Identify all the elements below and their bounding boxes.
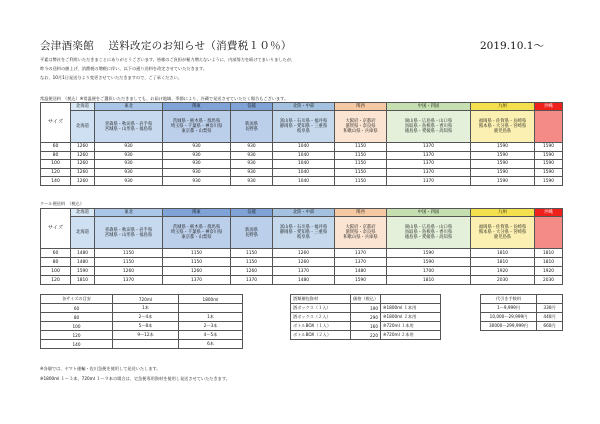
region-prefectures-kyu [471,111,535,143]
rate-cell: 1260 [273,249,335,258]
table-cell: 60 [41,304,113,313]
table-cell: 140 [41,340,113,349]
table-cell: 2～4本 [113,313,179,322]
rate-cell: 1370 [231,276,273,285]
rate-cell: 1260 [163,267,231,276]
prefecture-line: 宮城県・山形県・福島県 [104,126,153,132]
rate-row [41,151,563,160]
table-row [481,313,563,322]
rate-cell: 930 [231,168,273,177]
region-name-kns: 関西 [335,209,387,217]
prefecture-line: 北海道 [76,124,89,129]
table-header-cell: 720ml [113,295,179,304]
region-prefectures-kyu [471,217,535,249]
prefecture-line: 岡山県・広島県・山口県 [404,225,453,230]
prefecture-line: 長野県 [245,126,258,132]
table-header-cell: 価格（税込） [351,295,381,304]
table-cell: 660円 [537,322,563,331]
rate-cell: 930 [231,177,273,186]
size-cell: 100 [41,267,71,276]
prefecture-line: 静岡県・愛知県・三重県 [279,124,328,129]
rate-cell: 1370 [163,276,231,285]
prefecture-line: 徳島県・愛媛県・高知県 [404,235,453,240]
rate-cell: 1370 [387,160,471,169]
size-cell: 60 [41,249,71,258]
size-guide-table [40,294,243,349]
region-prefectures-hok [71,111,95,143]
region-name-kyu: 九州 [471,103,535,111]
region-prefectures-kan [163,217,231,249]
prefecture-line: 鳥取県・島根県・香川県 [404,124,453,129]
rate-row [41,276,563,285]
rate-cell: 1810 [71,276,95,285]
table-row [291,313,441,322]
rate-cell: 1370 [387,177,471,186]
rate-cell: 1260 [71,143,95,152]
table-cell: 10,000～29,999円 [481,313,537,322]
company-name: 会津酒楽館 [40,40,94,52]
rate-cell: 930 [163,160,231,169]
prefecture-line: 福岡県・佐賀県・長崎県 [478,119,527,124]
rate-cell: 930 [95,168,163,177]
rate-cell: 1480 [273,276,335,285]
cool-rate-table [40,208,563,285]
rate-cell: 1260 [71,177,95,186]
rate-cell: 1700 [387,267,471,276]
prefecture-line: 岐阜県 [297,129,310,134]
prefecture-line: 富山県・石川県・福井県 [279,119,328,124]
region-name-kan: 関東 [163,209,231,217]
region-header-row [41,103,563,111]
rate-cell: 930 [231,151,273,160]
rate-cell: 1260 [273,258,335,267]
region-prefectures-hku [273,111,335,143]
region-prefectures-oki [535,217,563,249]
prefecture-line: 長野県 [245,232,258,238]
prefecture-line: 大阪府・京都府 [345,119,376,124]
region-name-toh: 東北 [95,103,163,111]
prefecture-line: 熊本県・大分県・宮崎県 [478,124,527,129]
table-cell: 120 [41,331,113,340]
table-cell: 酒ボックス（１入） [291,304,351,313]
rate-row [41,258,563,267]
intro-line: なお、10月1日発送分より変更させていただきますので、ご了承ください。 [40,74,182,80]
table-header-row [291,295,441,304]
table-cell: 酒ボックス（２入） [291,313,351,322]
prefecture-line: 茨城県・栃木県・群馬県 [172,119,221,124]
rate-cell: 930 [95,177,163,186]
rate-cell: 1370 [387,143,471,152]
packaging-materials-table [290,294,441,340]
rate-cell: 1590 [387,258,471,267]
rate-cell: 1150 [335,143,387,152]
rate-row [41,143,563,152]
intro-line: 昨今の送料の値上げ、消費税の増税に伴い、以下の通り送料を改定させていただきます。 [40,65,208,71]
table-cell: ボトルBOX（２入） [291,331,351,340]
rate-cell: 930 [163,168,231,177]
rate-cell: 1370 [335,258,387,267]
table-cell: 160 [351,322,381,331]
prefecture-line: 和歌山県・兵庫県 [343,235,378,240]
notice-heading: 送料改定のお知らせ（消費税１０％） [108,40,292,52]
prefecture-line: 熊本県・大分県・宮崎県 [478,230,527,235]
intro-line: 平素は弊社をご利用いただきまことにありがとうございます。皆様のご負担が極力増えないように、内部努力を続けてまいりましたが、 [40,57,296,62]
rate-cell: 1040 [273,143,335,152]
normal-rate-caption: 常温便送料 （税込）※常温便をご選択いただきましても、お届け地域、季節により、冷蔵で発送させていただく場合もございます。 [40,96,289,101]
table-header-cell: 1800ml [179,295,243,304]
prefecture-line: 滋賀県・奈良県 [345,230,376,235]
region-prefectures-hku [273,217,335,249]
prefecture-line: 埼玉県・千葉県・神奈川県 [170,230,223,235]
size-column-header: サイズ [41,209,71,249]
prefecture-row [41,217,563,249]
table-row [41,304,243,313]
prefecture-line: 東京都・山梨県 [181,235,212,240]
rate-cell: 1150 [95,249,163,258]
rate-cell: 1810 [387,276,471,285]
rate-cell: 1810 [535,258,563,267]
rate-cell: 1370 [387,151,471,160]
region-name-chu: 中国・四国 [387,103,471,111]
notice-title [40,38,292,53]
rate-cell: 1150 [335,151,387,160]
rate-cell: 1040 [273,160,335,169]
rate-cell: 2030 [471,276,535,285]
rate-cell: 1150 [335,168,387,177]
rate-cell: 1150 [95,258,163,267]
table-cell: 30000～299,999円 [481,322,537,331]
rate-cell: 930 [163,143,231,152]
rate-cell: 1150 [163,258,231,267]
table-cell: 440円 [537,313,563,322]
table-cell [113,340,179,349]
table-row [41,313,243,322]
table-row [291,331,441,340]
rate-cell: 1810 [471,249,535,258]
region-name-oki: 沖縄 [535,209,563,217]
table-header-cell [537,295,563,304]
rate-row [41,177,563,186]
rate-cell: 1590 [535,160,563,169]
region-prefectures-shi [231,217,273,249]
rate-cell: 1040 [273,151,335,160]
prefecture-line: 滋賀県・奈良県 [345,124,376,129]
rate-cell: 1040 [273,168,335,177]
footer-note: ※1800ml １～３本、720ml １～９本の場合は、宅急便専用資材を使用し発送させていただきます。 [40,376,230,381]
region-name-kyu: 九州 [471,209,535,217]
rate-cell: 1150 [335,160,387,169]
rate-row [41,168,563,177]
table-cell: 220 [351,331,381,340]
rate-cell: 930 [231,143,273,152]
table-cell: 80 [41,313,113,322]
rate-cell: 1590 [335,276,387,285]
table-header-row [41,295,243,304]
prefecture-line: 宮城県・山形県・福島県 [104,232,153,238]
rate-cell: 1370 [387,168,471,177]
rate-cell: 1590 [535,168,563,177]
rate-cell: 1480 [71,249,95,258]
region-name-kns: 関西 [335,103,387,111]
rate-cell: 1810 [471,258,535,267]
prefecture-line: 新潟県 [245,121,258,127]
rate-cell: 930 [95,143,163,152]
rate-cell: 1370 [335,249,387,258]
table-cell: 6本 [179,340,243,349]
table-cell: ※720ml １本用 [381,322,441,331]
region-header-row [41,209,563,217]
region-name-hok: 北海道 [71,209,95,217]
rate-cell: 930 [163,151,231,160]
rate-row [41,249,563,258]
size-cell: 60 [41,143,71,152]
prefecture-line: 鹿児島県 [493,235,512,240]
table-header-cell [381,295,441,304]
size-cell: 80 [41,258,71,267]
region-prefectures-toh [95,111,163,143]
rate-cell: 1920 [535,267,563,276]
size-cell: 140 [41,177,71,186]
region-name-shi: 信越 [231,103,273,111]
rate-cell: 930 [163,177,231,186]
rate-cell: 1260 [231,267,273,276]
table-row [41,331,243,340]
table-cell: ※1800ml １本用 [381,304,441,313]
normal-rate-table [40,102,563,186]
region-prefectures-kns [335,111,387,143]
table-row [291,304,441,313]
prefecture-line: 北海道 [76,230,89,235]
rate-cell: 1590 [471,177,535,186]
region-name-shi: 信越 [231,209,273,217]
size-cell: 80 [41,151,71,160]
effective-date: 2019.10.1～ [480,40,544,52]
rate-cell: 1260 [71,151,95,160]
region-name-toh: 東北 [95,209,163,217]
rate-cell: 1590 [471,151,535,160]
prefecture-line: 岡山県・広島県・山口県 [404,119,453,124]
region-name-hku: 北陸・中部 [273,103,335,111]
prefecture-line: 東京都・山梨県 [181,129,212,134]
rate-cell: 1590 [387,249,471,258]
region-name-hok: 北海道 [71,103,95,111]
cool-rate-caption: クール便送料 （税込） [40,201,84,206]
prefecture-line: 新潟県 [245,227,258,233]
region-prefectures-chu [387,217,471,249]
rate-cell: 1590 [471,160,535,169]
size-column-header: サイズ [41,103,71,143]
table-cell: ※1800ml ２本用 [381,313,441,322]
prefecture-line: 鹿児島県 [493,129,512,134]
region-name-oki: 沖縄 [535,103,563,111]
size-cell: 100 [41,160,71,169]
rate-cell: 930 [231,160,273,169]
table-header-cell: 代引き手数料 [481,295,537,304]
prefecture-row [41,111,563,143]
prefecture-line: 青森県・秋田県・岩手県 [104,121,153,127]
size-cell: 120 [41,276,71,285]
rate-cell: 1150 [163,249,231,258]
prefecture-line: 和歌山県・兵庫県 [343,129,378,134]
rate-row [41,160,563,169]
rate-cell: 1920 [471,267,535,276]
table-header-row [481,295,563,304]
rate-cell: 1480 [335,267,387,276]
rate-cell: 1150 [231,249,273,258]
table-row [481,322,563,331]
table-cell: 2～3本 [179,322,243,331]
table-row [481,304,563,313]
region-prefectures-chu [387,111,471,143]
table-cell: 290 [351,313,381,322]
rate-cell: 930 [95,160,163,169]
region-prefectures-shi [231,111,273,143]
table-cell: 1～9,999円 [481,304,537,313]
rate-cell: 1590 [535,177,563,186]
region-prefectures-kns [335,217,387,249]
prefecture-line: 富山県・石川県・福井県 [279,225,328,230]
size-cell: 120 [41,168,71,177]
rate-cell: 1590 [535,151,563,160]
table-cell: 4～5本 [179,331,243,340]
prefecture-line: 青森県・秋田県・岩手県 [104,227,153,233]
rate-row [41,267,563,276]
table-row [41,340,243,349]
region-prefectures-kan [163,111,231,143]
table-cell: 1本 [179,313,243,322]
table-row [291,322,441,331]
rate-cell: 1590 [535,143,563,152]
prefecture-line: 徳島県・愛媛県・高知県 [404,129,453,134]
table-header-cell: 酒類梱包資材 [291,295,351,304]
region-name-kan: 関東 [163,103,231,111]
table-cell: 9～12本 [113,331,179,340]
region-prefectures-hok [71,217,95,249]
table-cell: 190 [351,304,381,313]
region-prefectures-oki [535,111,563,143]
region-name-chu: 中国・四国 [387,209,471,217]
table-cell: 1本 [113,304,179,313]
rate-cell: 1150 [231,258,273,267]
rate-cell: 1150 [335,177,387,186]
region-prefectures-toh [95,217,163,249]
rate-cell: 2030 [535,276,563,285]
table-cell: 5～8本 [113,322,179,331]
rate-cell: 1260 [71,160,95,169]
rate-cell: 1590 [471,168,535,177]
rate-cell: 1370 [273,267,335,276]
prefecture-line: 鳥取県・島根県・香川県 [404,230,453,235]
table-cell: ボトルBOX（１入） [291,322,351,331]
rate-cell: 1040 [273,177,335,186]
table-cell: 330円 [537,304,563,313]
cod-fee-table [480,294,563,331]
rate-cell: 1260 [95,267,163,276]
intro-text [40,56,560,82]
prefecture-line: 茨城県・栃木県・群馬県 [172,225,221,230]
rate-cell: 1370 [95,276,163,285]
rate-cell: 1810 [535,249,563,258]
prefecture-line: 埼玉県・千葉県・神奈川県 [170,124,223,129]
rate-cell: 1480 [71,258,95,267]
rate-cell: 1590 [471,143,535,152]
region-name-hku: 北陸・中部 [273,209,335,217]
footer-note: ※各個では、ヤマト運輸・佐川急便を使用して発送いたします。 [40,366,161,371]
rate-cell: 1590 [71,267,95,276]
prefecture-line: 静岡県・愛知県・三重県 [279,230,328,235]
table-cell: ※720ml ２本用 [381,331,441,340]
rate-cell: 1260 [71,168,95,177]
rate-cell: 930 [95,151,163,160]
table-cell [179,304,243,313]
prefecture-line: 福岡県・佐賀県・長崎県 [478,225,527,230]
prefecture-line: 大阪府・京都府 [345,225,376,230]
table-header-cell: 各サイズの目安 [41,295,113,304]
table-cell: 100 [41,322,113,331]
prefecture-line: 岐阜県 [297,235,310,240]
table-row [41,322,243,331]
